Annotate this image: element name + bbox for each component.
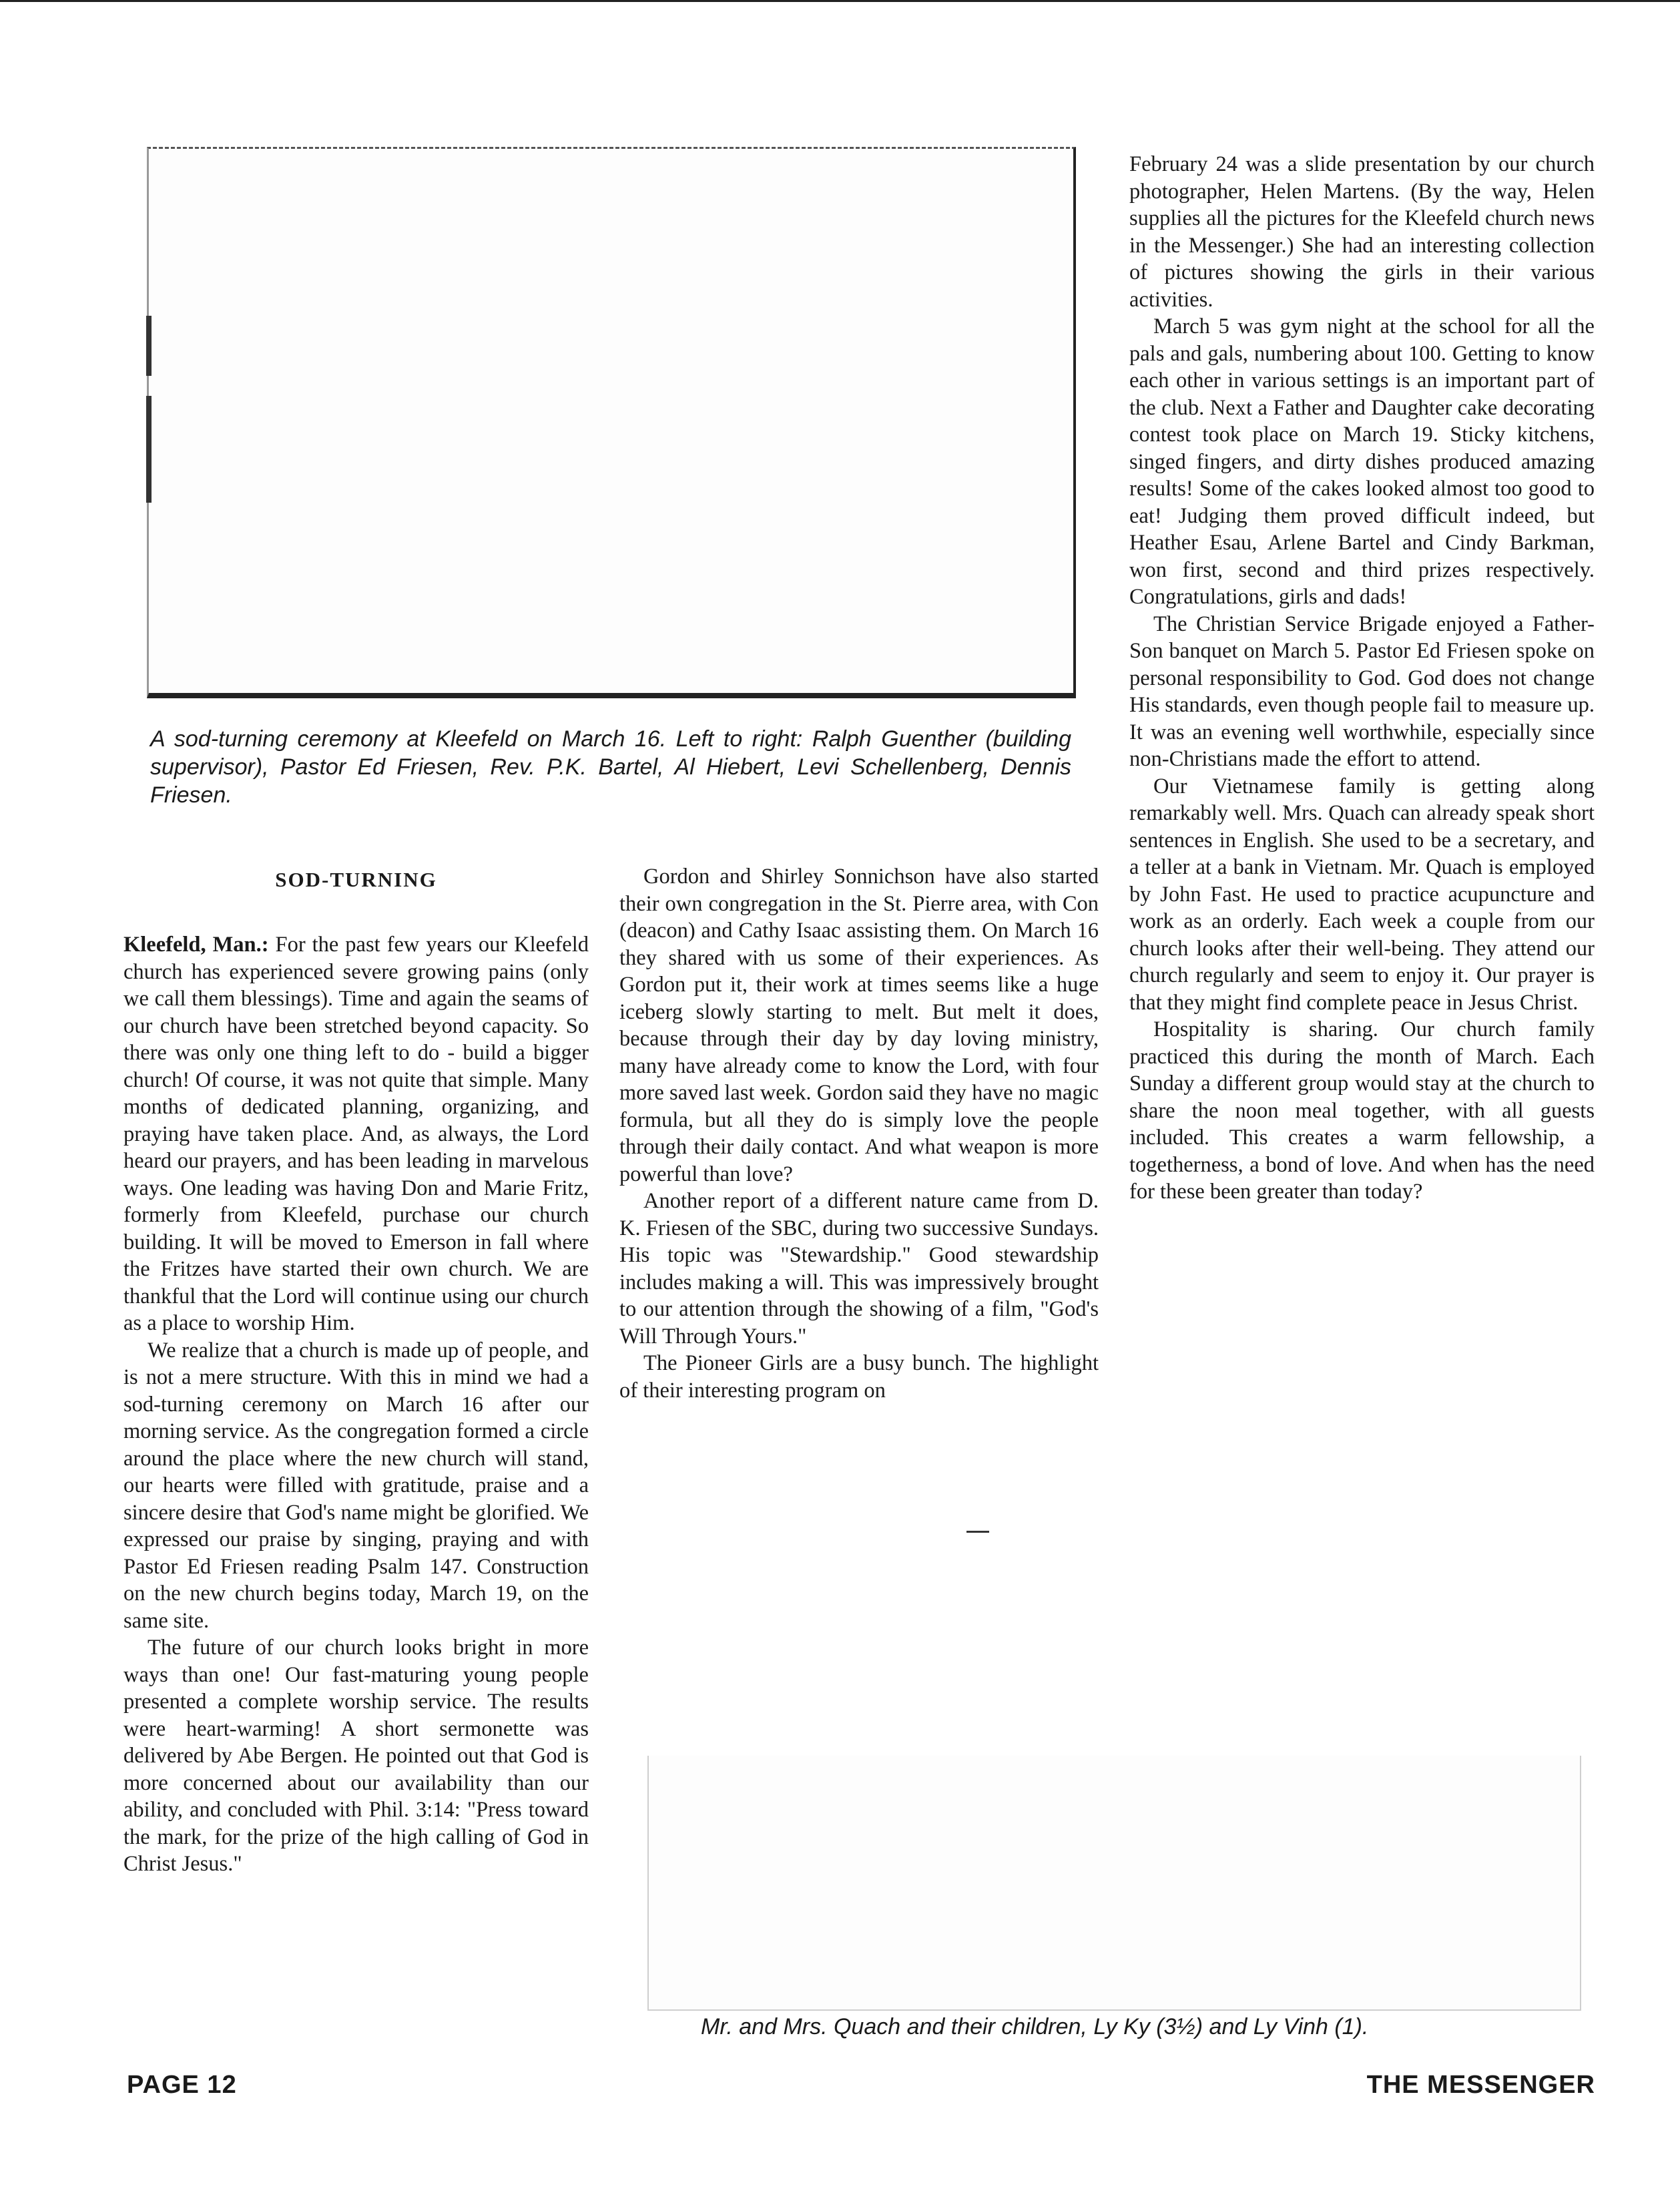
article-paragraph: The Christian Service Brigade enjoyed a Father-Son banquet on March 5. Pastor Ed Friesen spoke on personal responsibility to God. God does not change His standards, even though people fail to measure up. It was an evening well worthwhile, especially since non-Christians made the effort to attend. (1129, 612, 1595, 771)
article-paragraph: We realize that a church is made up of people, and is not a mere structure. With this in mind we had a sod-turning ceremony on March 16 after our morning service. As the congregation formed a circle around the place where the new church will stand, our hearts were filled with gratitude, praise and a sincere desire that God's name might be glorified. We expressed our praise by singing, praying and with Pastor Ed Friesen reading Psalm 147. Construction on the new church begins today, March 19, on the same site. (123, 1338, 589, 1633)
article-paragraph: Our Vietnamese family is getting along remarkably well. Mrs. Quach can already speak short sentences in English. She used to be a secretary, and a teller at a bank in Vietnam. Mr. Quach is employed by John Fast. He used to practice acupuncture and work as an orderly. Each week a couple from our church looks after their well-being. They attend our church regularly and seem to enjoy it. Our prayer is that they might find complete peace in Jesus Christ. (1129, 774, 1595, 1015)
article-column-2 (619, 863, 1099, 1404)
article-paragraph (123, 931, 589, 1337)
sod-turning-photo (147, 147, 1076, 698)
photo-edge-mark (146, 396, 152, 503)
article-paragraph: The Pioneer Girls are a busy bunch. The highlight of their interesting program on (619, 1351, 1099, 1403)
quach-family-caption: Mr. and Mrs. Quach and their children, Ly Ky (3½) and Ly Vinh (1). (701, 2014, 1369, 2039)
article-column-3 (1129, 151, 1595, 1206)
paragraph-text: For the past few years our Kleefeld church has experienced severe growing pains (only we call them blessings). Time and again the seams of our church have been stretched beyond capacity. So there was only one thing left to do - build a bigger church! Of course, it was not quite that simple. Many months of dedicated planning, organizing, and praying have taken place. And, as always, the Lord heard our prayers, and has been leading in marvelous ways. One leading was having Don and Marie Fritz, formerly from Kleefeld, purchase our church building. It will be moved to Emerson in fall where the Fritzes have started their own church. We are thankful that the Lord will continue using our church as a place to worship Him. (123, 933, 589, 1335)
dateline: Kleefeld, Man.: (123, 933, 269, 957)
page-number: PAGE 12 (127, 2071, 237, 2099)
article-heading: SOD-TURNING (275, 868, 437, 891)
page-top-edge (0, 0, 1680, 2)
quach-family-photo (647, 1756, 1581, 2011)
article-paragraph: March 5 was gym night at the school for all the pals and gals, numbering about 100. Getting to know each other in various settings is an important part of the club. Next a Father and Daughter cake decorating contest took place on March 19. Sticky kitchens, singed fingers, and dirty dishes produced amazing results! Some of the cakes looked almost too good to eat! Judging them proved difficult indeed, but Heather Esau, Arlene Bartel and Cindy Barkman, won first, second and third prizes respectively. Congratulations, girls and dads! (1129, 314, 1595, 609)
article-paragraph: The future of our church looks bright in more ways than one! Our fast-maturing young people presented a complete worship service. The results were heart-warming! A short sermonette was delivered by Abe Bergen. He pointed out that God is more concerned about our availability than our ability, and concluded with Phil. 3:14: "Press toward the mark, for the prize of the high calling of God in Christ Jesus." (123, 1636, 589, 1876)
column-end-dash (966, 1531, 989, 1533)
publication-name: THE MESSENGER (1366, 2071, 1595, 2099)
article-column-1 (123, 931, 589, 1878)
article-paragraph: Another report of a different nature came from D. K. Friesen of the SBC, during two successive Sundays. His topic was "Stewardship." Good stewardship includes making a will. This was impressively brought to our attention through the showing of a film, "God's Will Through Yours." (619, 1189, 1099, 1349)
sod-turning-caption: A sod-turning ceremony at Kleefeld on March 16. Left to right: Ralph Guenther (building supervisor), Pastor Ed Friesen, Rev. P.K. Bartel, Al Hiebert, Levi Schellenberg, Dennis Friesen. (150, 726, 1071, 808)
article-paragraph: Hospitality is sharing. Our church family practiced this during the month of March. Each Sunday a different group would stay at the church to share the noon meal together, with all guests included. This creates a warm fellowship, a togetherness, a bond of love. And when has the need for these been greater than today? (1129, 1017, 1595, 1204)
article-paragraph: Gordon and Shirley Sonnichson have also started their own congregation in the St. Pierre area, with Con (deacon) and Cathy Isaac assisting them. On March 16 they shared with us some of their experiences. As Gordon put it, their work at times seems like a huge iceberg slowly starting to melt. But melt it does, because through their day by day loving ministry, many have already come to know the Lord, with four more saved last week. Gordon said they have no magic formula, but all they do is simply love the people through their daily contact. And what weapon is more powerful than love? (619, 865, 1099, 1186)
article-paragraph: February 24 was a slide presentation by our church photographer, Helen Martens. (By the way, Helen supplies all the pictures for the Kleefeld church news in the Messenger.) She had an interesting collection of pictures showing the girls in their various activities. (1129, 152, 1595, 312)
photo-edge-mark (146, 316, 152, 376)
